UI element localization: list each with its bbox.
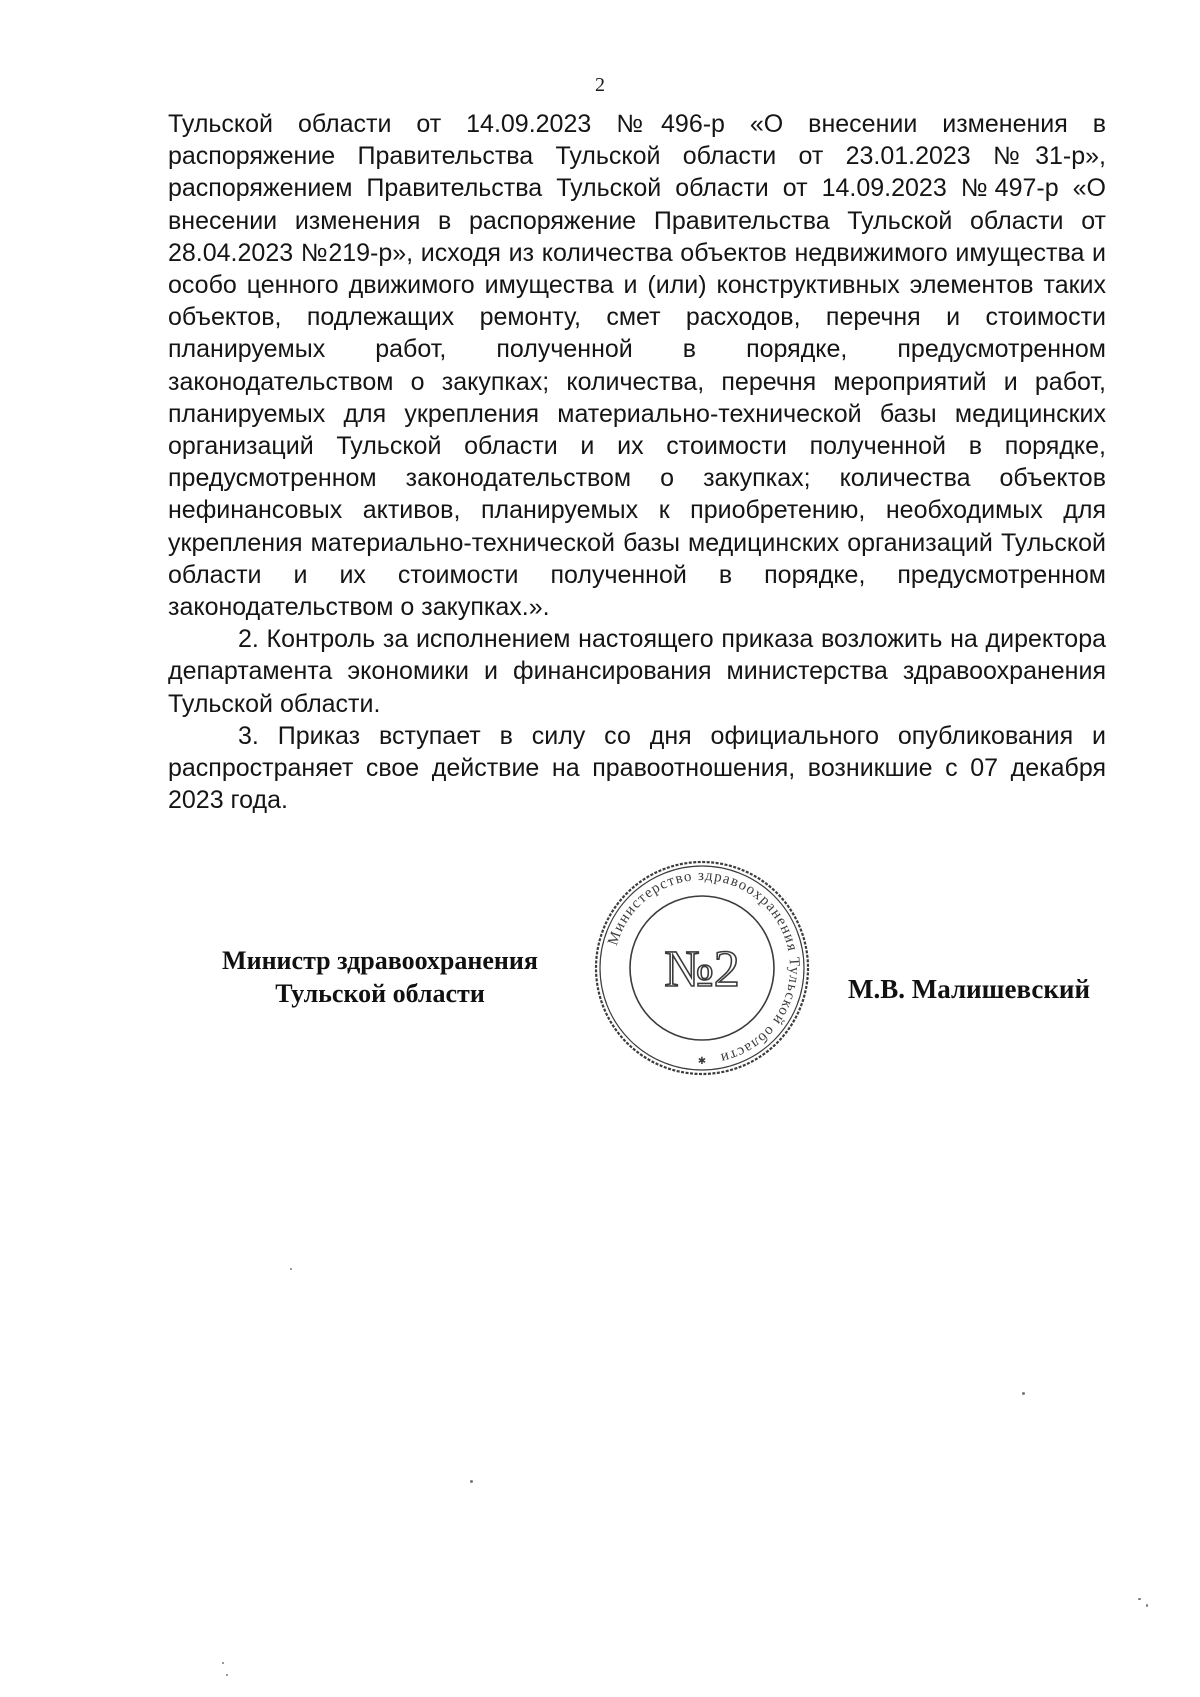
signatory-name: М.В. Малишевский — [848, 974, 1091, 1004]
paragraph-item-2: 2. Контроль за исполнением настоящего приказа возложить на директора департамента экономики и финансирования министерства здравоохранения Тульской области. — [168, 625, 1106, 718]
signature-title — [200, 944, 560, 1010]
scan-speck — [470, 1480, 473, 1483]
star-icon: ✱ — [697, 1056, 707, 1067]
paragraph-item-3: 3. Приказ вступает в силу со дня официального опубликования и распространяет свое действие на правоотношения, возникшие с 07 декабря 2023 года. — [168, 721, 1106, 815]
document-body — [168, 108, 1106, 816]
page-number: 2 — [595, 74, 605, 96]
scan-speck — [222, 1662, 224, 1664]
stamp-center-number: №2 — [664, 941, 740, 998]
signature-title-line-2: Тульской области — [275, 979, 485, 1008]
scan-speck — [226, 1674, 228, 1676]
official-stamp — [592, 858, 812, 1078]
scan-speck — [290, 1268, 292, 1270]
stamp-ring-text: Министерство здравоохранения Тульской области — [605, 867, 803, 1067]
scan-speck — [1022, 1392, 1025, 1395]
scan-speck — [1138, 1598, 1141, 1600]
signature-title-line-1: Министр здравоохранения — [222, 946, 538, 975]
scan-speck — [1146, 1604, 1148, 1607]
paragraph-continuation: Тульской области от 14.09.2023 №496-р «О внесении изменения в распоряжение Правительства Тульской области от 23.01.2023 №31-р», распоряжением Правительства Тульской области от 14.09.2023 №497-р «О внесении изменения в распоряжение Правительства Тульской области от 28.04.2023 №219-р», исходя из количества объектов недвижимого имущества и особо ценного движимого имущества и (или) конструктивных элементов таких объектов, подлежащих ремонту, смет расходов, перечня и стоимости планируемых работ, полученной в порядке, предусмотренном законодательством о закупках; количества, перечня мероприятий и работ, планируемых для укрепления материально-технической базы медицинских организаций Тульской области и их стоимости полученной в порядке, предусмотренном законодательством о закупках; количества объектов нефинансовых активов, планируемых к приобретению, необходимых для укрепления материально-технической базы медицинских организаций Тульской области и их стоимости полученной в порядке, предусмотренном законодательством о закупках.». — [168, 110, 1106, 622]
